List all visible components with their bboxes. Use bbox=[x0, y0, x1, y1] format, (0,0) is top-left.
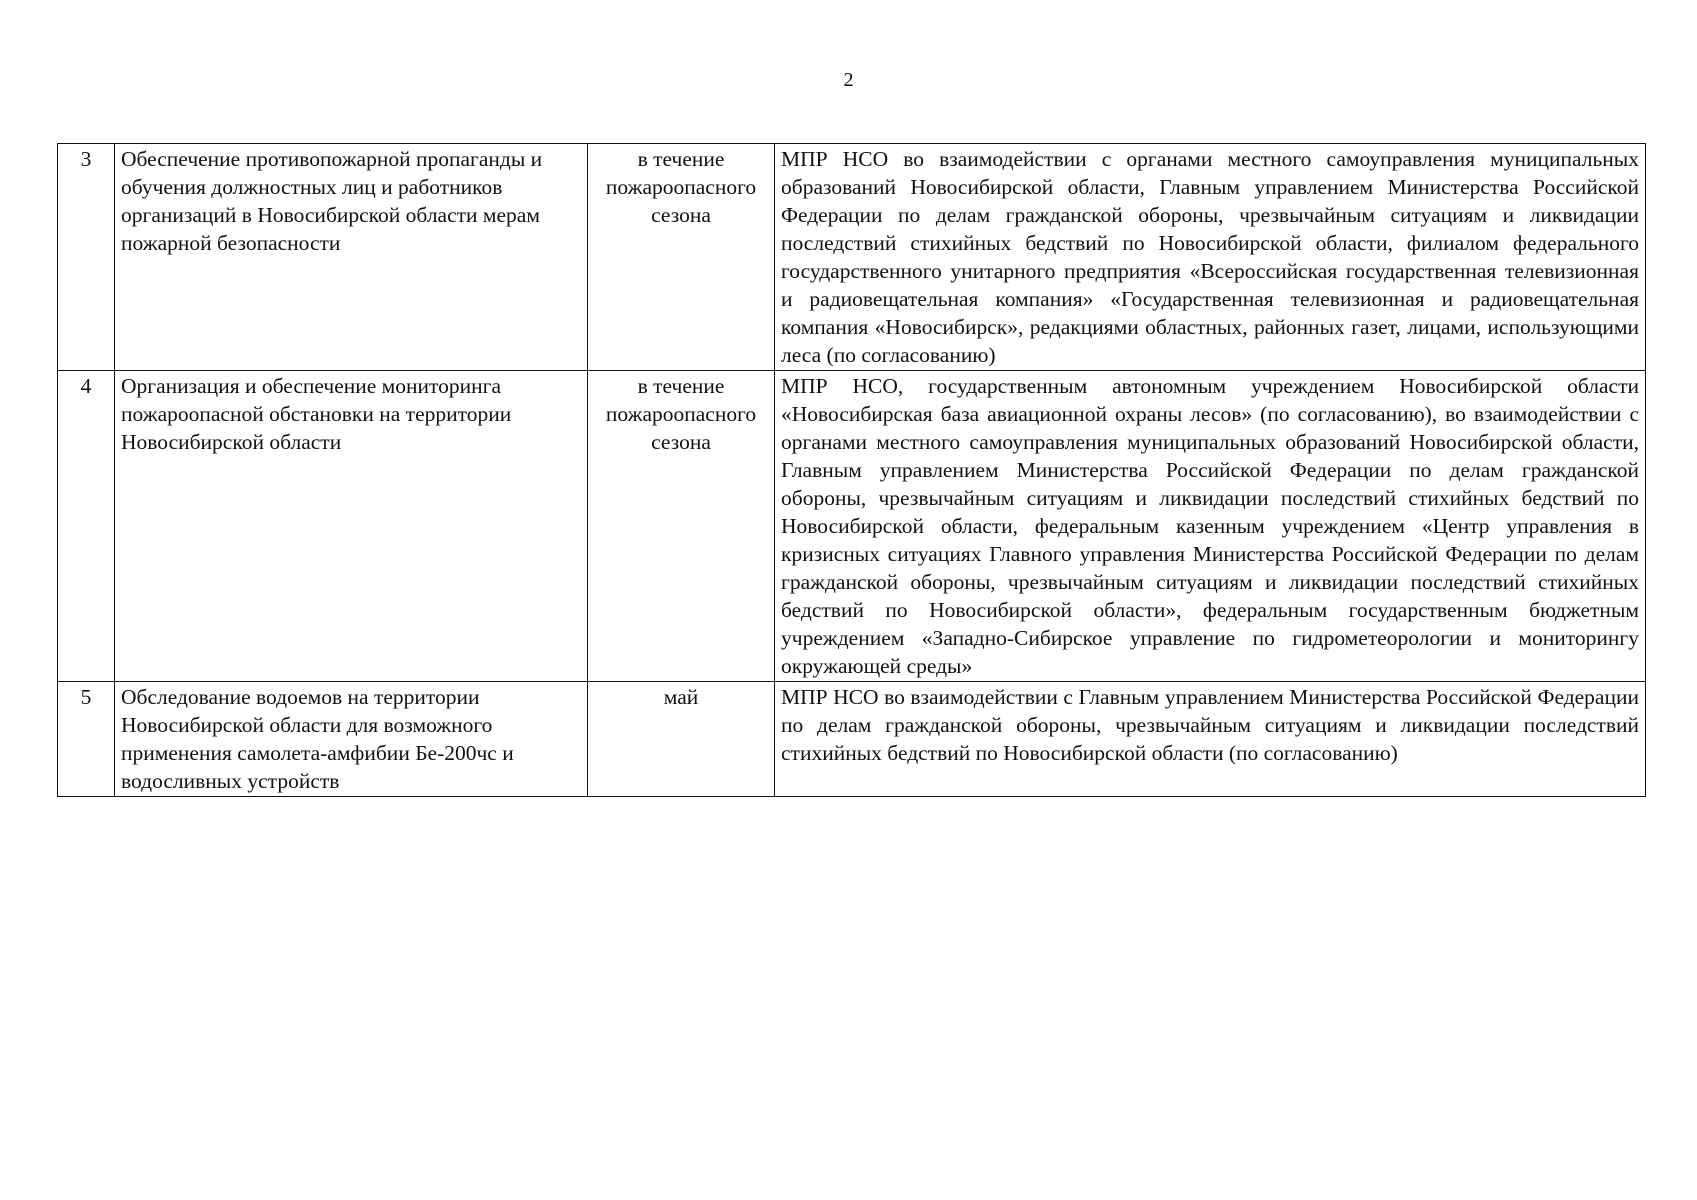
measure-responsible: МПР НСО во взаимодействии с Главным управлением Министерства Российской Федерации по делам гражданской обороны, чрезвычайным ситуациям и ликвидации последствий стихийных бедствий по Новосибирской области (по согласованию) bbox=[775, 682, 1646, 797]
measure-name: Обследование водоемов на территории Новосибирской области для возможного применения самолета-амфибии Бе-200чс и водосливных устройств bbox=[115, 682, 588, 797]
row-number: 3 bbox=[58, 144, 115, 371]
measure-responsible: МПР НСО во взаимодействии с органами местного самоуправления муниципальных образований Новосибирской области, Главным управлением Министерства Российской Федерации по делам гражданской обороны, чрезвычайным ситуациям и ликвидации последствий стихийных бедствий по Новосибирской области, филиалом федерального государственного унитарного предприятия «Всероссийская государственная телевизионная и радиовещательная компания» «Государственная телевизионная и радиовещательная компания «Новосибирск», редакциями областных, районных газет, лицами, использующими леса (по согласованию) bbox=[775, 144, 1646, 371]
measure-name: Обеспечение противопожарной пропаганды и обучения должностных лиц и работников организаций в Новосибирской области мерам пожарной безопасности bbox=[115, 144, 588, 371]
row-number: 5 bbox=[58, 682, 115, 797]
table-row bbox=[58, 371, 1646, 682]
row-number: 4 bbox=[58, 371, 115, 682]
measure-responsible: МПР НСО, государственным автономным учреждением Новосибирской области «Новосибирская база авиационной охраны лесов» (по согласованию), во взаимодействии с органами местного самоуправления муниципальных образований Новосибирской области, Главным управлением Министерства Российской Федерации по делам гражданской обороны, чрезвычайным ситуациям и ликвидации последствий стихийных бедствий по Новосибирской области, федеральным казенным учреждением «Центр управления в кризисных ситуациях Главного управления Министерства Российской Федерации по делам гражданской обороны, чрезвычайным ситуациям и ликвидации последствий стихийных бедствий по Новосибирской области», федеральным государственным бюджетным учреждением «Западно-Сибирское управление по гидрометеорологии и мониторингу окружающей среды» bbox=[775, 371, 1646, 682]
page-number: 2 bbox=[843, 69, 854, 91]
measure-term: май bbox=[588, 682, 775, 797]
table-row bbox=[58, 144, 1646, 371]
measures-table bbox=[57, 143, 1646, 797]
measure-name: Организация и обеспечение мониторинга пожароопасной обстановки на территории Новосибирской области bbox=[115, 371, 588, 682]
measure-term: в течение пожароопасного сезона bbox=[588, 144, 775, 371]
table-row bbox=[58, 682, 1646, 797]
measure-term: в течение пожароопасного сезона bbox=[588, 371, 775, 682]
